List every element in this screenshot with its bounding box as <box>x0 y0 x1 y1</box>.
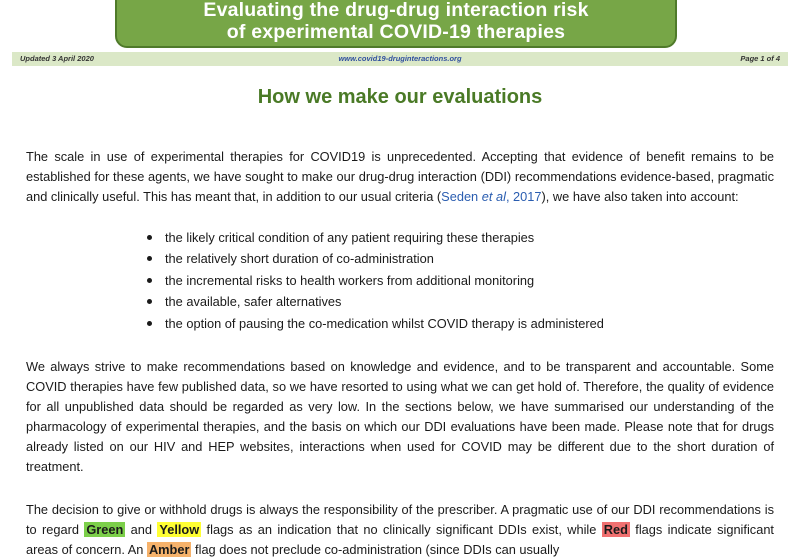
decision-text: flags as an indication that no clinically significant DDIs exist, while <box>201 522 602 537</box>
intro-text-end: ), we have also taken into account: <box>541 189 739 204</box>
decision-text: flag does not preclude co-administration (since DDIs can usually <box>191 542 560 557</box>
evidence-paragraph: We always strive to make recommendations based on knowledge and evidence, and to be transparent and accountable. Some COVID therapies have few published data, so we have resorted to using what we can get hold of. Therefore, the quality of evidence for all unpublished data should be regarded as very low. In the sections below, we have summarised our understanding of the pharmacology of experimental therapies, and the basis on which our DDI evaluations have been made. Please note that for drugs already listed on our HIV and HEP websites, interactions when used for COVID may be different due to the short duration of treatment. <box>26 359 774 474</box>
updated-date: Updated 3 April 2020 <box>20 54 94 63</box>
intro-section <box>26 147 774 331</box>
list-item: the likely critical condition of any patient requiring these therapies <box>26 227 604 248</box>
citation-year: , 2017 <box>505 189 542 204</box>
list-item: the relatively short duration of co-administration <box>26 248 604 269</box>
list-item: the available, safer alternatives <box>26 291 604 312</box>
document-title-banner <box>115 0 677 48</box>
section-heading: How we make our evaluations <box>257 86 543 108</box>
red-flag-label: Red <box>603 522 628 537</box>
citation-etal: et al <box>481 189 506 204</box>
title-line-1: Evaluating the drug-drug interaction risk <box>203 0 589 21</box>
conjunction-text: and <box>125 522 158 537</box>
website-link[interactable]: www.covid19-druginteractions.org <box>338 54 462 63</box>
meta-bar <box>12 52 788 66</box>
decision-text: flags indicate significant areas of concern. An <box>26 522 774 557</box>
decision-paragraph <box>26 500 774 560</box>
citation-link[interactable] <box>441 189 541 204</box>
evidence-section <box>26 357 774 477</box>
yellow-flag-label: Yellow <box>159 522 200 537</box>
green-flag-label: Green <box>86 522 124 537</box>
amber-flag-label: Amber <box>148 542 190 557</box>
citation-author: Seden <box>441 189 482 204</box>
intro-text: The scale in use of experimental therapies for COVID19 is unprecedented. Accepting that evidence of benefit remains to be established for these agents, we have sought to make our drug-drug interaction (DDI) recommendations evidence-based, pragmatic and clinically useful. This has meant that, in addition to our usual criteria ( <box>26 149 774 204</box>
page-number: Page 1 of 4 <box>740 54 780 63</box>
criteria-list <box>26 227 604 334</box>
decision-section <box>26 500 774 560</box>
decision-text: The decision to give or withhold drugs is always the responsibility of the prescriber. A pragmatic use of our DDI recommendations is to regard <box>26 502 774 537</box>
list-item: the option of pausing the co-medication whilst COVID therapy is administered <box>26 313 604 334</box>
title-line-2: of experimental COVID-19 therapies <box>226 21 566 43</box>
intro-paragraph <box>26 147 774 207</box>
list-item: the incremental risks to health workers from additional monitoring <box>26 270 604 291</box>
